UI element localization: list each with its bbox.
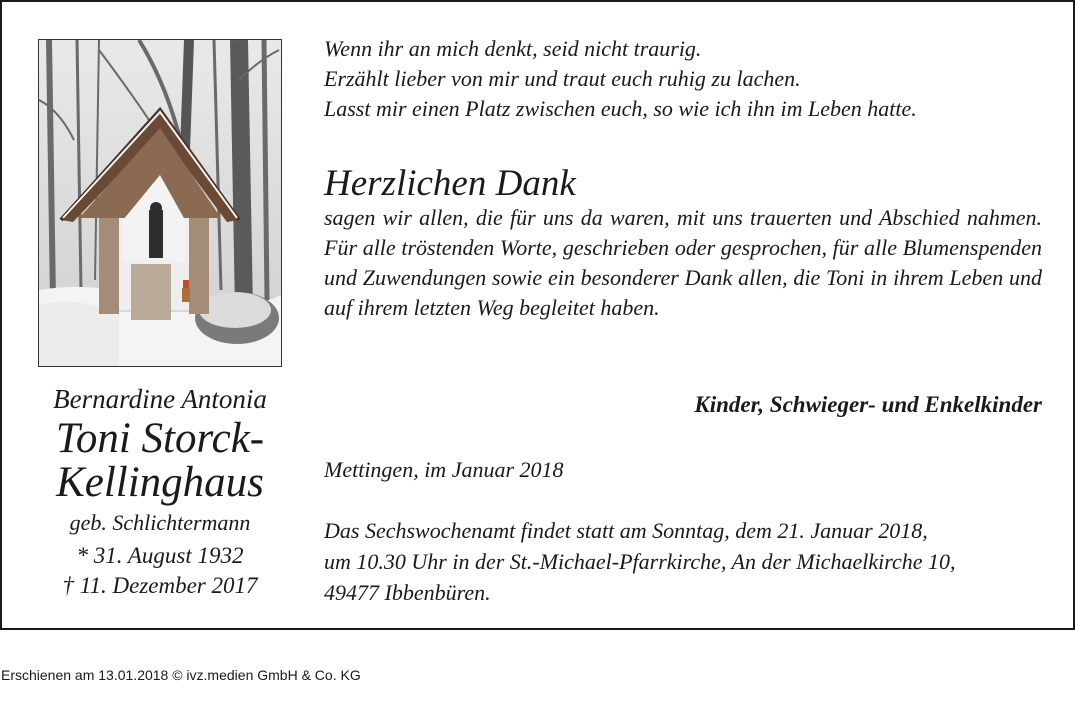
given-names: Bernardine Antonia xyxy=(53,384,267,414)
publication-footer: Erschienen am 13.01.2018 © ivz.medien GmbH & Co. KG xyxy=(1,667,361,683)
service-line: Das Sechswochenamt findet statt am Sonntag, dem 21. Januar 2018, xyxy=(324,518,928,543)
death-date: † 11. Dezember 2017 xyxy=(62,573,258,598)
chapel-photo xyxy=(38,39,282,367)
deceased-name-line1: Toni Storck- xyxy=(55,415,265,462)
poem-line: Lasst mir einen Platz zwischen euch, so wie ich ihn im Leben hatte. xyxy=(324,96,917,121)
signature: Kinder, Schwieger- und Enkelkinder xyxy=(694,392,1042,417)
birth-date: * 31. August 1932 xyxy=(76,543,244,568)
service-announcement xyxy=(324,515,1042,608)
thanks-body: sagen wir allen, die für uns da waren, mit uns trauerten und Abschied nahmen. Für alle tröstenden Worte, geschrieben oder gesprochen, für alle Blumenspenden und Zuwendungen sowie ein besonderer Dank allen, die Toni in ihrem Leben und auf ihrem letzten Weg begleitet haben. xyxy=(324,205,1042,320)
deceased-name-line2: Kellinghaus xyxy=(56,459,264,506)
maiden-name: geb. Schlichtermann xyxy=(69,510,251,535)
poem-line: Erzählt lieber von mir und traut euch ruhig zu lachen. xyxy=(324,66,801,91)
service-line: um 10.30 Uhr in der St.-Michael-Pfarrkirche, An der Michaelkirche 10, xyxy=(324,549,956,574)
poem-line: Wenn ihr an mich denkt, seid nicht traurig. xyxy=(324,36,702,61)
chapel-in-snowy-forest-image xyxy=(39,40,281,366)
thanks-heading: Herzlichen Dank xyxy=(324,163,576,204)
poem xyxy=(324,34,1042,124)
service-line: 49477 Ibbenbüren. xyxy=(324,580,491,605)
place-date: Mettingen, im Januar 2018 xyxy=(324,457,564,482)
